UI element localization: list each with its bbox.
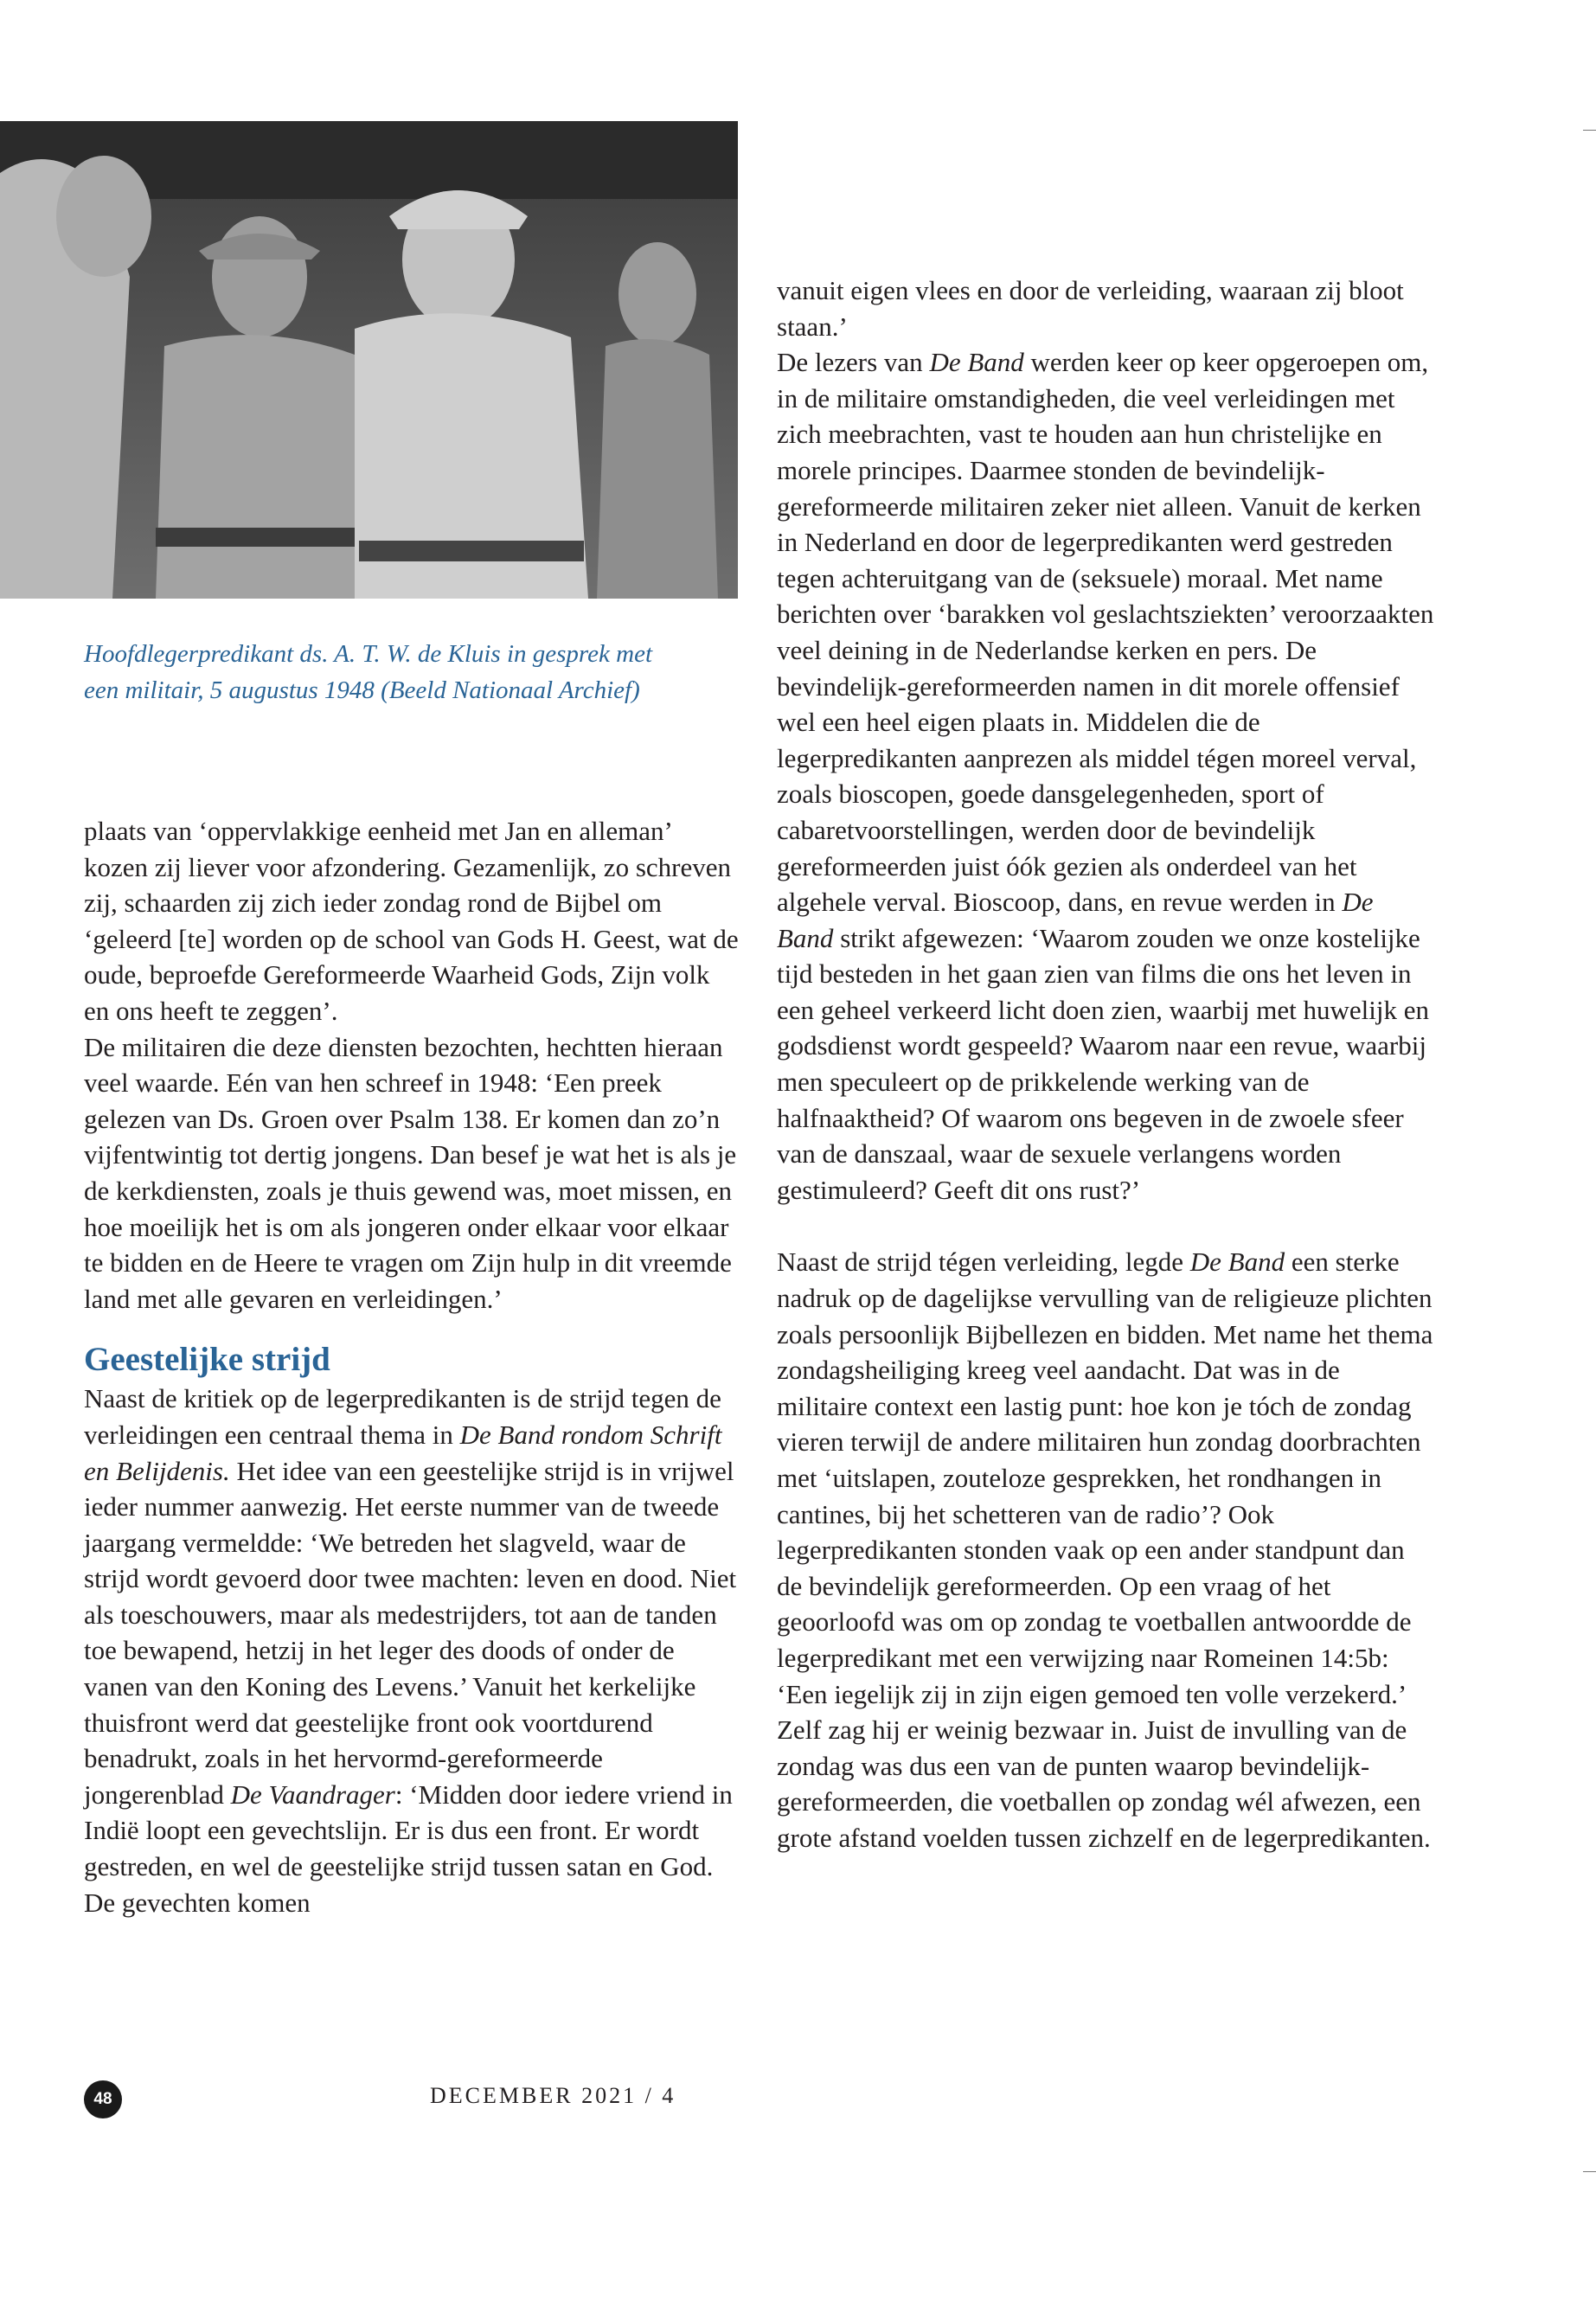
caption-line-2: een militair, 5 augustus 1948 (Beeld Nationaal Archief) — [84, 676, 640, 704]
left-column — [84, 813, 741, 1920]
issue-label: DECEMBER 2021 / 4 — [430, 2083, 676, 2108]
section-heading: Geestelijke strijd — [84, 1341, 330, 1379]
paragraph: Naast de kritiek op de legerpredikanten is de strijd tegen de verleidingen een centraal thema in De Band rondom Schrift en Belijdenis. Het idee van een geestelijke strijd is in vrijwel ieder nummer aanwezig. Het eerste nummer van de tweede jaargang vermeldde: ‘We betreden het slagveld, waar de strijd wordt gevoerd door twee machten: leven en dood. Niet als toeschouwers, maar als medestrijders, tot aan de tanden toe bewapend, hetzij in het leger des doods of onder de vanen van den Koning des Levens.’ Vanuit het kerkelijke thuisfront werd dat geestelijke front ook voortdurend benadrukt, zoals in het hervormd-gereformeerde jongerenblad De Vaandrager: ‘Midden door iedere vriend in Indië loopt een gevechtslijn. Er is dus een front. Er wordt gestreden, en wel de geestelijke strijd tussen satan en God. De gevechten komen — [84, 1383, 737, 1918]
paragraph: plaats van ‘oppervlakkige eenheid met Jan en alleman’ kozen zij liever voor afzondering. Gezamenlijk, zo schreven zij, schaarden zij zich ieder zondag rond de Bijbel om ‘geleerd [te] worden op de school van Gods H. Geest, wat de oude, beproefde Gereformeerde Waarheid Gods, Zijn volk en ons heeft te zeggen’. — [84, 816, 739, 1026]
crop-mark — [1583, 130, 1596, 131]
article-photo — [0, 121, 738, 599]
page-number: 48 — [84, 2080, 122, 2118]
photo-caption — [84, 636, 724, 708]
photo-icon — [0, 121, 738, 599]
paragraph: De militairen die deze diensten bezochten, hechtten hieraan veel waarde. Eén van hen schreef in 1948: ‘Een preek gelezen van Ds. Groen over Psalm 138. Er komen dan zo’n vijfentwintig tot dertig jongens. Dan besef je wat het is als je de kerkdiensten, zoals je thuis gewend was, moet missen, en hoe moeilijk het is om als jongeren onder elkaar voor elkaar te bidden en de Heere te vragen om Zijn hulp in dit vreemde land met alle gevaren en verleidingen.’ — [84, 1031, 737, 1314]
paragraph: De lezers van De Band werden keer op keer opgeroepen om, in de militaire omstandigheden, die veel verleidingen met zich meebrachten, vast te houden aan hun christelijke en morele principes. Daarmee stonden de bevindelijk-gereformeerde militairen zeker niet alleen. Vanuit de kerken in Nederland en door de legerpredikanten werd gestreden tegen achteruitgang van de (seksuele) moraal. Met name berichten over ‘barakken vol geslachtsziekten’ veroorzaakten veel deining in de Nederlandse kerken en pers. De bevindelijk-gereformeerden namen in dit morele offensief wel een heel eigen plaats in. Middelen die de legerpredikanten aanprezen als middel tégen moreel verval, zoals bioscopen, goede dansgelegenheden, sport of cabaretvoorstellingen, werden door de bevindelijk gereformeerden juist óók gezien als onderdeel van het algehele verval. Bioscoop, dans, en revue werden in De Band strikt afgewezen: ‘Waarom zouden we onze kostelijke tijd besteden in het gaan zien van films die ons het leven in een geheel verkeerd licht doen zien, waarbij met huwelijk en godsdienst wordt gespeeld? Waarom naar een revue, waarbij men speculeert op de prikkelende werking van de halfnaaktheid? Of waarom ons begeven in de zwoele sfeer van de danszaal, waar de sexuele verlangens worden gestimuleerd? Geeft dit ons rust?’ — [777, 347, 1434, 1205]
paragraph: vanuit eigen vlees en door de verleiding, waaraan zij bloot staan.’ — [777, 275, 1404, 342]
right-column — [777, 272, 1434, 1856]
paragraph: Naast de strijd tégen verleiding, legde De Band een sterke nadruk op de dagelijkse vervulling van de religieuze plichten zoals persoonlijk Bijbellezen en bidden. Met name het thema zondagsheiliging kreeg veel aandacht. Dat was in de militaire context een lastig punt: hoe kon je tóch de zondag vieren terwijl de andere militairen hun zondag doorbrachten met ‘uitslapen, zouteloze gesprekken, het rondhangen in cantines, bij het schetteren van de radio’? Ook legerpredikanten stonden vaak op een ander standpunt dan de bevindelijk gereformeerden. Op een vraag of het geoorloofd was om op zondag te voetballen antwoordde de legerpredikant met een verwijzing naar Romeinen 14:5b: ‘Een iegelijk zij in zijn eigen gemoed ten volle verzekerd.’ Zelf zag hij er weinig bezwaar in. Juist de invulling van de zondag was dus een van de punten waarop bevindelijk-gereformeerden, die voetballen op zondag wél afwezen, een grote afstand voelden tussen zichzelf en de legerpredikanten. — [777, 1247, 1433, 1853]
caption-line-1: Hoofdlegerpredikant ds. A. T. W. de Kluis in gesprek met — [84, 640, 653, 668]
crop-mark — [1583, 2171, 1596, 2172]
